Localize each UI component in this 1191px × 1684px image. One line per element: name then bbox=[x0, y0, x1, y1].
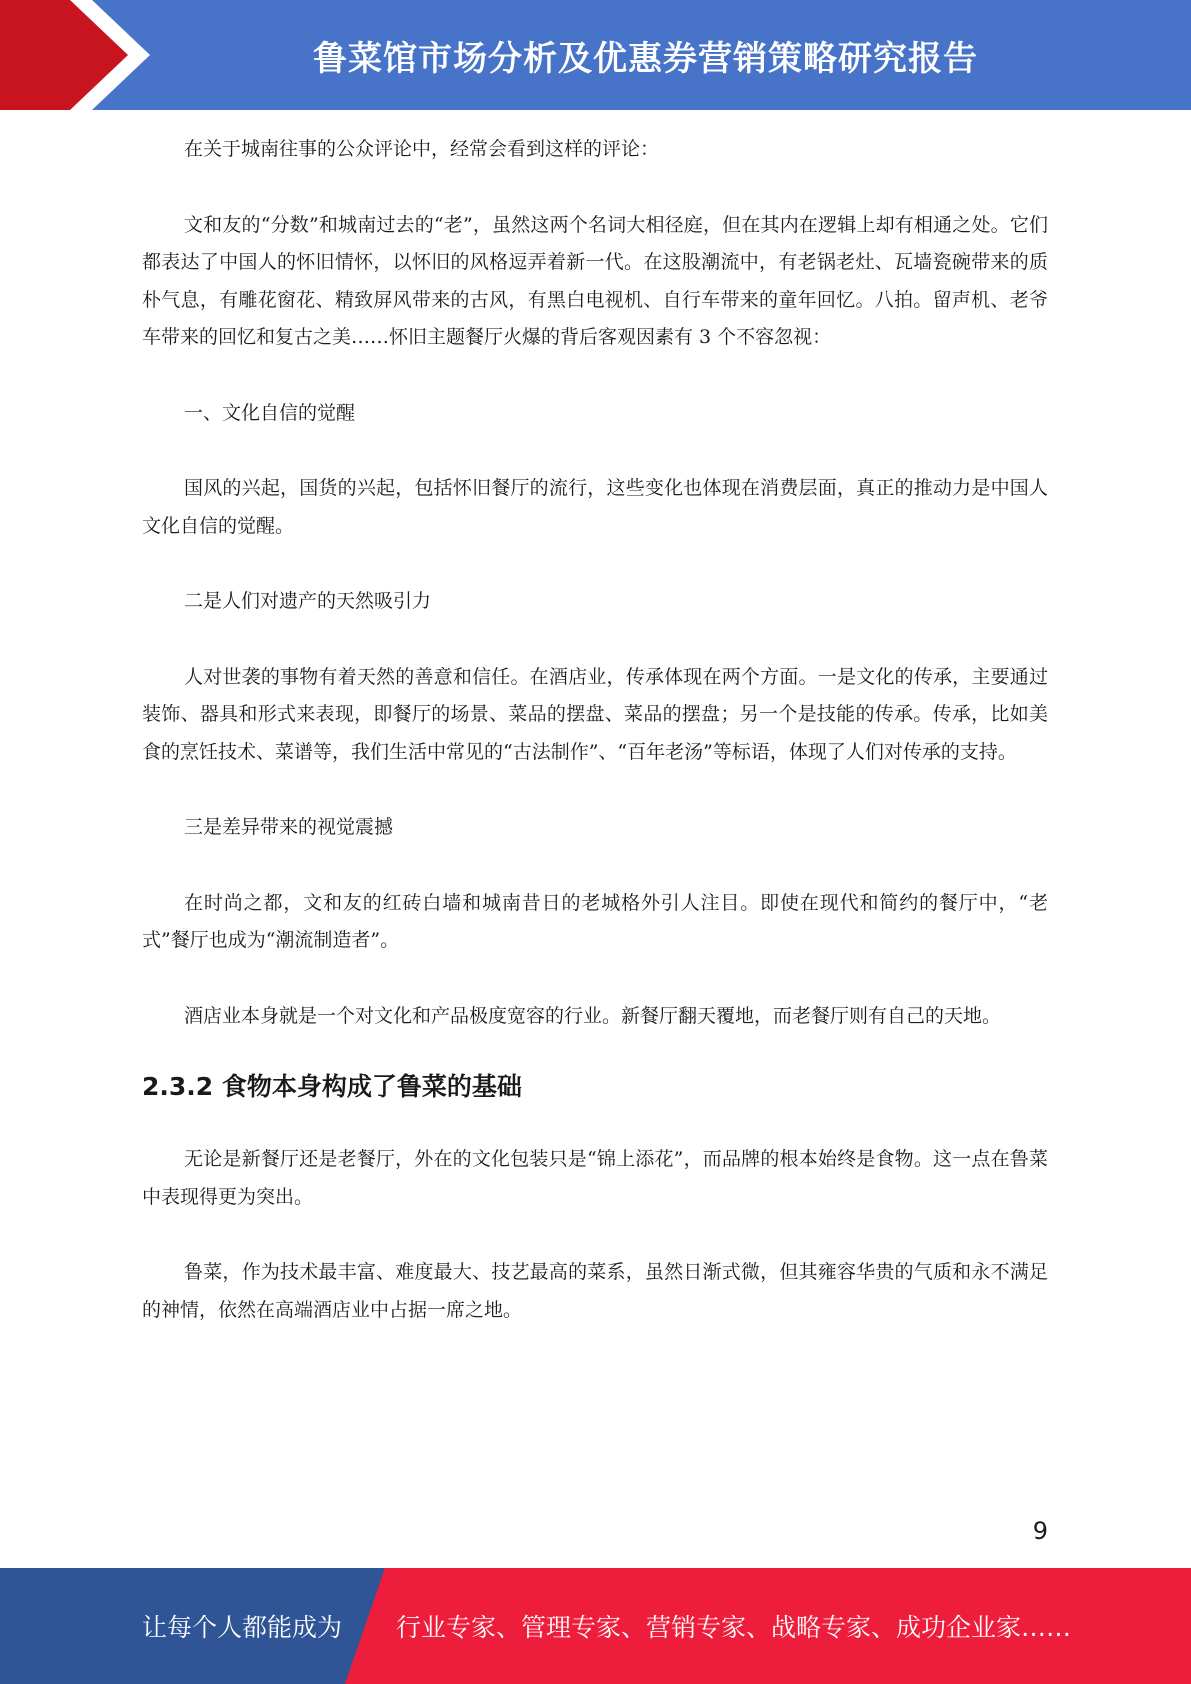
paragraph: 在关于城南往事的公众评论中，经常会看到这样的评论： bbox=[184, 138, 660, 160]
paragraph: 国风的兴起，国货的兴起，包括怀旧餐厅的流行，这些变化也体现在消费层面，真正的推动力是中国人文化自信的觉醒。 bbox=[142, 477, 1048, 537]
paragraph: 无论是新餐厅还是老餐厅，外在的文化包装只是“锦上添花”，而品牌的根本始终是食物。这一点在鲁菜中表现得更为突出。 bbox=[142, 1148, 1048, 1208]
footer-slogan-right: 行业专家、管理专家、营销专家、战略专家、成功企业家…… bbox=[396, 1613, 1072, 1642]
page-number: 9 bbox=[1032, 1517, 1048, 1545]
page-footer bbox=[0, 1568, 1191, 1684]
paragraph: 人对世袭的事物有着天然的善意和信任。在酒店业，传承体现在两个方面。一是文化的传承，主要通过装饰、器具和形式来表现，即餐厅的场景、菜品的摆盘、菜品的摆盘；另一个是技能的传承。传承，比如美食的烹饪技术、菜谱等，我们生活中常见的“古法制作”、“百年老汤”等标语，体现了人们对传承的支持。 bbox=[142, 665, 1048, 763]
paragraph: 一、文化自信的觉醒 bbox=[184, 401, 356, 424]
footer-slogan-left: 让每个人都能成为 bbox=[142, 1613, 343, 1642]
paragraph: 在时尚之都，文和友的红砖白墙和城南昔日的老城格外引人注目。即使在现代和简约的餐厅中，“老式”餐厅也成为“潮流制造者”。 bbox=[142, 891, 1048, 951]
report-title: 鲁菜馆市场分析及优惠券营销策略研究报告 bbox=[313, 38, 978, 79]
paragraph: 文和友的“分数”和城南过去的“老”，虽然这两个名词大相径庭，但在其内在逻辑上却有相通之处。它们都表达了中国人的怀旧情怀，以怀旧的风格逗弄着新一代。在这股潮流中，有老锅老灶、瓦墙瓷碗带来的质朴气息，有雕花窗花、精致屏风带来的古风，有黑白电视机、自行车带来的童年回忆。八拍。留声机、老爷车带来的回忆和复古之美……怀旧主题餐厅火爆的背后客观因素有 3 个不容忽视： bbox=[142, 213, 1048, 348]
paragraph: 三是差异带来的视觉震撼 bbox=[184, 816, 394, 838]
page-header bbox=[0, 0, 1191, 110]
header-arrow-icon bbox=[0, 0, 160, 110]
paragraph: 二是人们对遗产的天然吸引力 bbox=[184, 590, 432, 612]
section-heading: 2.3.2 食物本身构成了鲁菜的基础 bbox=[142, 1072, 522, 1101]
document-body bbox=[142, 131, 1048, 1367]
paragraph: 鲁菜，作为技术最丰富、难度最大、技艺最高的菜系，虽然日渐式微，但其雍容华贵的气质和永不满足的神情，依然在高端酒店业中占据一席之地。 bbox=[142, 1261, 1048, 1321]
paragraph: 酒店业本身就是一个对文化和产品极度宽容的行业。新餐厅翻天覆地，而老餐厅则有自己的天地。 bbox=[184, 1004, 1002, 1027]
